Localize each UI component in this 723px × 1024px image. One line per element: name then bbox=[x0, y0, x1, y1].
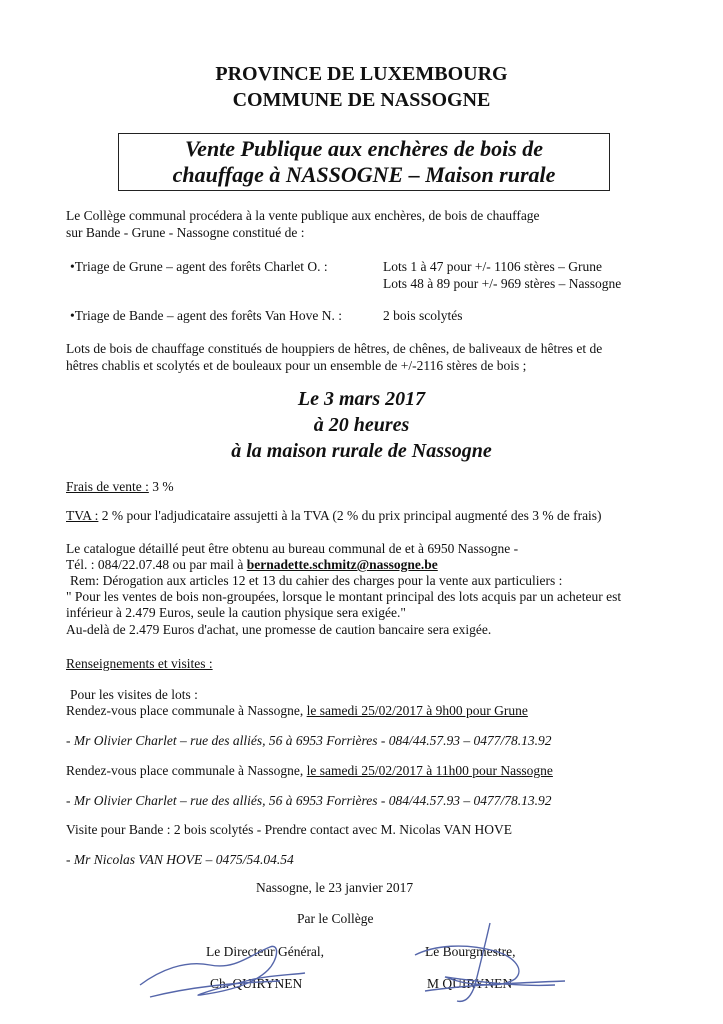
triage-grune-lot-2: Lots 48 à 89 pour +/- 969 stères – Nassogne bbox=[383, 276, 622, 291]
phone-text: Tél. : 084/22.07.48 ou par mail à bbox=[66, 557, 247, 572]
left-signatory-title: Le Directeur Général, bbox=[206, 944, 325, 959]
quote-line-1: " Pour les ventes de bois non-groupées, lorsque le montant principal des lots acquis par un acheteur est bbox=[66, 589, 622, 604]
frais-label: Frais de vente : bbox=[66, 479, 149, 494]
rdv-nassogne-prefix: Rendez-vous place communale à Nassogne, bbox=[66, 763, 307, 778]
lots-desc-line-2: hêtres chablis et scolytés et de bouleaux pour un ensemble de +/-2116 stères de bois ; bbox=[66, 358, 527, 373]
left-signature bbox=[130, 925, 330, 1015]
par-le-college: Par le Collège bbox=[297, 911, 374, 926]
place-date: Nassogne, le 23 janvier 2017 bbox=[256, 880, 414, 895]
triage-grune-lot-1: Lots 1 à 47 pour +/- 1106 stères – Grune bbox=[383, 259, 602, 274]
right-signatory-title: Le Bourgmestre, bbox=[425, 944, 516, 959]
frais-value: 3 % bbox=[148, 479, 174, 494]
catalogue-line-2 bbox=[66, 556, 438, 573]
quote-line-2: inférieur à 2.479 Euros, seule la caution physique sera exigée." bbox=[66, 605, 406, 620]
email-link[interactable]: bernadette.schmitz@nassogne.be bbox=[246, 557, 438, 572]
event-date: Le 3 mars 2017 bbox=[297, 388, 426, 410]
event-time: à 20 heures bbox=[313, 414, 410, 436]
title-line-1: Vente Publique aux enchères de bois de bbox=[184, 136, 544, 161]
rdv-grune-date: le samedi 25/02/2017 à 9h00 pour Grune bbox=[306, 703, 528, 718]
left-signatory-name: Ch. QUIRYNEN bbox=[210, 976, 303, 991]
beyond-line: Au-delà de 2.479 Euros d'achat, une promesse de caution bancaire sera exigée. bbox=[66, 622, 492, 637]
lots-desc-line-1: Lots de bois de chauffage constitués de houppiers de hêtres, de chênes, de baliveaux de hêtres et de bbox=[66, 341, 603, 356]
rdv-grune bbox=[66, 702, 528, 719]
triage-grune-label: Triage de Grune – agent des forêts Charlet O. : bbox=[74, 259, 328, 274]
intro-line-2: sur Bande - Grune - Nassogne constitué de : bbox=[66, 225, 305, 240]
rdv-nassogne bbox=[66, 762, 553, 779]
visite-bande: Visite pour Bande : 2 bois scolytés - Prendre contact avec M. Nicolas VAN HOVE bbox=[66, 822, 512, 837]
renseignements-heading: Renseignements et visites : bbox=[66, 656, 213, 671]
visits-intro: Pour les visites de lots : bbox=[70, 687, 198, 702]
event-place: à la maison rurale de Nassogne bbox=[231, 440, 492, 462]
province-heading: PROVINCE DE LUXEMBOURG bbox=[215, 63, 508, 85]
frais-line bbox=[66, 478, 174, 495]
tva-line bbox=[66, 507, 602, 524]
contact-charlet-1: - Mr Olivier Charlet – rue des alliés, 56 à 6953 Forrières - 084/44.57.93 – 0477/78.13.92 bbox=[66, 733, 552, 748]
title-line-2: chauffage à NASSOGNE – Maison rurale bbox=[172, 162, 556, 187]
bullet: • bbox=[70, 308, 75, 323]
triage-grune bbox=[70, 258, 328, 275]
triage-bande-lot-1: 2 bois scolytés bbox=[383, 308, 463, 323]
intro-line-1: Le Collège communal procédera à la vente publique aux enchères, de bois de chauffage bbox=[66, 208, 540, 223]
contact-vanhove: - Mr Nicolas VAN HOVE – 0475/54.04.54 bbox=[66, 852, 294, 867]
rdv-nassogne-date: le samedi 25/02/2017 à 11h00 pour Nassogne bbox=[306, 763, 553, 778]
title-box bbox=[118, 133, 610, 191]
contact-charlet-2: - Mr Olivier Charlet – rue des alliés, 56 à 6953 Forrières - 084/44.57.93 – 0477/78.13.92 bbox=[66, 793, 552, 808]
right-signatory-name: M QUIRYNEN bbox=[427, 976, 513, 991]
rdv-grune-prefix: Rendez-vous place communale à Nassogne, bbox=[66, 703, 307, 718]
right-signature bbox=[405, 915, 585, 1015]
tva-value: 2 % pour l'adjudicataire assujetti à la TVA (2 % du prix principal augmenté des 3 % de frais) bbox=[98, 508, 602, 523]
tva-label: TVA : bbox=[66, 508, 99, 523]
triage-bande bbox=[70, 307, 342, 324]
rem-line: Rem: Dérogation aux articles 12 et 13 du cahier des charges pour la vente aux particuliers : bbox=[70, 573, 563, 588]
commune-heading: COMMUNE DE NASSOGNE bbox=[232, 89, 491, 111]
triage-bande-label: Triage de Bande – agent des forêts Van Hove N. : bbox=[74, 308, 343, 323]
catalogue-line-1: Le catalogue détaillé peut être obtenu au bureau communal de et à 6950 Nassogne - bbox=[66, 541, 519, 556]
bullet: • bbox=[70, 259, 75, 274]
